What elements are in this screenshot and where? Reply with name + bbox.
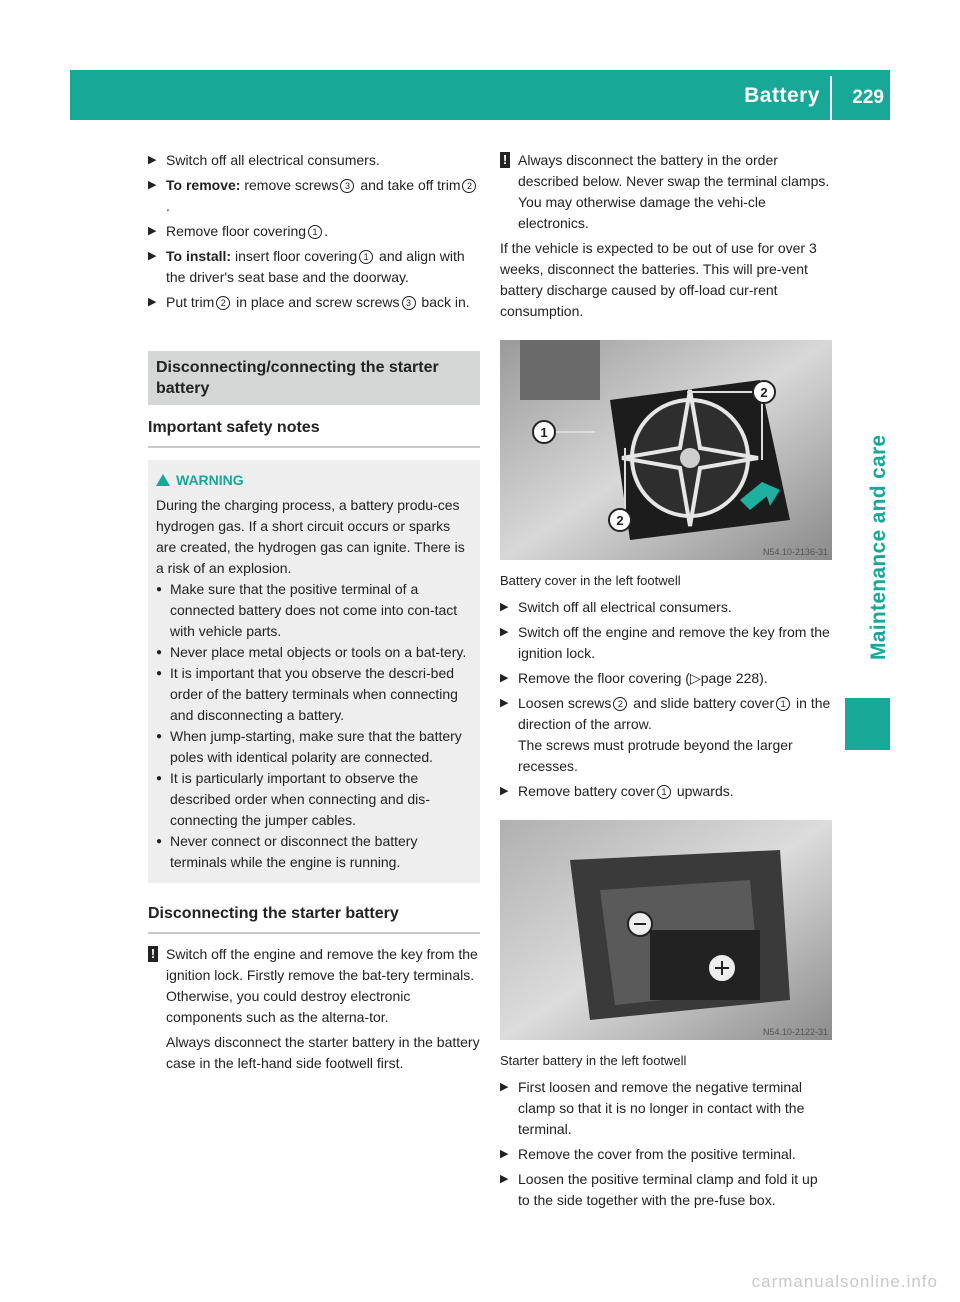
step: ▶ Remove battery cover 1 upwards. [500,781,832,802]
warning-icon [156,474,170,486]
image-code: N54.10-2136-31 [762,547,828,557]
step: ▶ Remove floor covering 1 . [148,221,480,242]
warning-bullet: ● When jump-starting, make sure that the battery poles with identical polarity are connected. [156,728,462,765]
arrow-icon: ▶ [148,179,157,191]
step: ▶ Switch off the engine and remove the key from the ignition lock. [500,624,830,661]
arrow-icon: ▶ [148,250,157,262]
callout-number: 1 [776,697,790,711]
battery-cover-photo [500,340,832,560]
step: ▶ Put trim 2 in place and screw screws 3 back in. [148,292,480,313]
warning-bullet: ● Never place metal objects or tools on a bat-tery. [156,644,467,660]
step: ▶ To remove: remove screws 3 and take off trim 2. [148,175,480,217]
arrow-icon: ▶ [500,1173,509,1185]
arrow-icon: ▶ [500,626,509,638]
arrow-icon: ▶ [500,1081,509,1093]
callout-number: 2 [216,296,230,310]
notice: ! Always disconnect the battery in the order described below. Never swap the terminal clamps. You may otherwise damage the vehi-cle electronics. [500,150,832,234]
arrow-icon: ▶ [500,697,509,709]
left-column [148,150,480,1074]
callout-number: 2 [462,179,476,193]
callout-1: 1 [540,425,548,440]
step: ▶ Loosen screws 2 and slide battery cover 1 in the direction of the arrow. The screws must protrude beyond the larger recesses. [500,695,831,774]
step: ▶ To install: insert floor covering 1 and align with the driver's seat base and the doorway. [148,248,465,285]
callout-number: 1 [359,250,373,264]
page-header [70,70,890,120]
image-code: N54.10-2122-31 [762,1027,828,1037]
callout-number: 2 [613,697,627,711]
heading-disconnecting: Disconnecting the starter battery [148,903,480,934]
side-tab-marker [845,698,890,750]
page-number: 229 [852,87,884,108]
step: ▶ Switch off all electrical consumers. [500,597,832,618]
page-link[interactable]: page 228 [700,670,760,686]
side-tab-label: Maintenance and care [867,434,890,660]
subheading: Important safety notes [148,417,480,448]
callout-number: 1 [308,225,322,239]
warning-box [148,460,480,883]
starter-battery-illustration [500,820,832,1040]
header-separator [830,76,832,120]
warning-title: WARNING [156,470,472,491]
header-title: Battery [744,84,820,107]
exclamation-icon: ! [148,946,158,962]
warning-bullet: ● It is important that you observe the descri-bed order of the battery terminals when connecting and disconnecting a battery. [156,665,458,723]
notice: ! Switch off the engine and remove the key from the ignition lock. Firstly remove the bat-tery terminals. Otherwise, you could destroy electronic components such as the alterna-tor. Always disconnect the starter battery in the battery case in the left-hand side footwell first. [148,944,480,1074]
warning-bullet: ● Make sure that the positive terminal of a connected battery does not come into con-tact with vehicle parts. [156,581,458,639]
callout-number: 1 [657,785,671,799]
watermark: carmanualsonline.info [751,1272,938,1291]
arrow-icon: ▶ [500,601,509,613]
callout-number: 3 [340,179,354,193]
warning-text: During the charging process, a battery produ-ces hydrogen gas. If a short circuit occurs or sparks are created, the hydrogen gas can ignite. There is a risk of an explosion. [156,497,465,576]
section-title: Disconnecting/connecting the starter battery [148,351,480,405]
step: ▶ Remove the cover from the positive terminal. [500,1144,832,1165]
arrow-icon: ▶ [148,296,157,308]
ref-arrow-icon: ▷ [689,670,701,686]
step: ▶ First loosen and remove the negative terminal clamp so that it is no longer in contact with the terminal. [500,1079,805,1137]
step: ▶ Switch off all electrical consumers. [148,150,480,171]
paragraph: If the vehicle is expected to be out of use for over 3 weeks, disconnect the batteries. This will pre-vent battery discharge caused by off-load cur-rent consumption. [500,240,817,319]
callout-number: 3 [402,296,416,310]
arrow-icon: ▶ [148,225,157,237]
caption: Battery cover in the left footwell [500,573,681,588]
starter-battery-photo [500,820,832,1040]
arrow-icon: ▶ [500,785,509,797]
warning-bullet: ● It is particularly important to observe the described order when connecting and dis-connecting the jumper cables. [156,770,430,828]
arrow-icon: ▶ [500,1148,509,1160]
step: ▶ Loosen the positive terminal clamp and fold it up to the side together with the pre-fuse box. [500,1171,818,1208]
callout-2: 2 [760,385,768,400]
warning-bullet: ● Never connect or disconnect the battery terminals while the engine is running. [156,833,418,870]
battery-cover-illustration [500,340,832,560]
step: ▶ Remove the floor covering (▷page 228). [500,668,832,689]
exclamation-icon: ! [500,152,510,168]
arrow-icon: ▶ [500,672,509,684]
right-column [500,150,832,1215]
callout-2: 2 [616,513,624,528]
caption: Starter battery in the left footwell [500,1053,687,1068]
side-tab [845,120,890,718]
arrow-icon: ▶ [148,154,157,166]
